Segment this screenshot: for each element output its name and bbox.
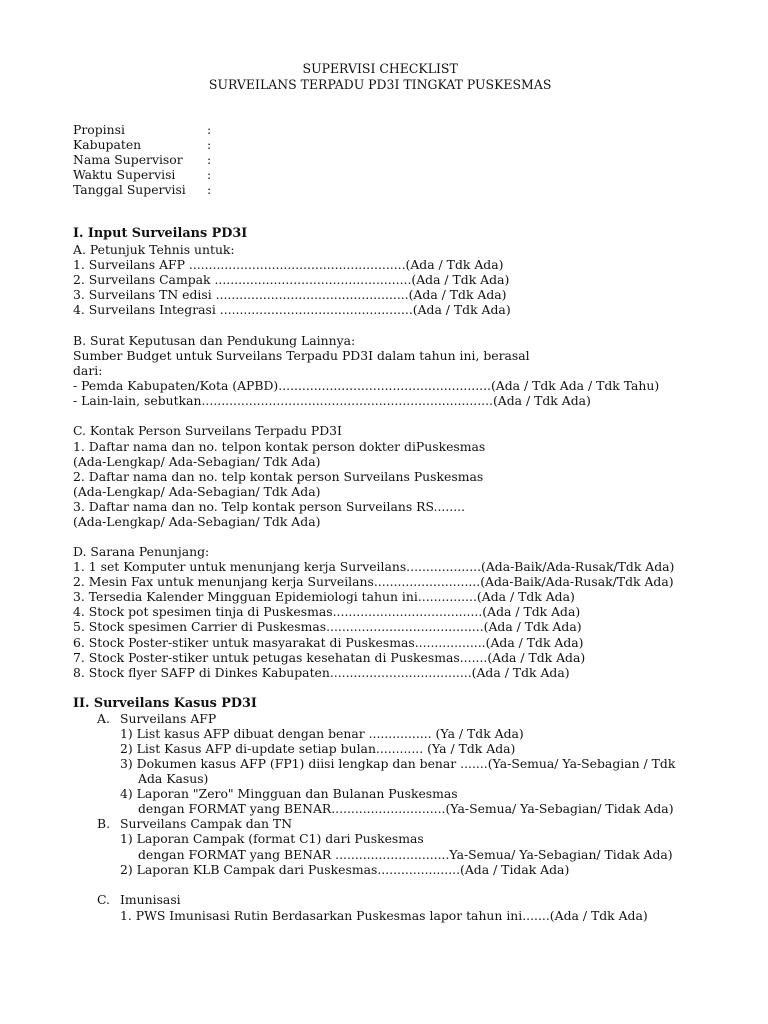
text-line: (Ada-Lengkap/ Ada-Sebagian/ Tdk Ada) bbox=[73, 514, 321, 529]
section-1c-heading: C. Kontak Person Surveilans Terpadu PD3I bbox=[73, 423, 342, 438]
section-1d-heading: D. Sarana Penunjang: bbox=[73, 544, 210, 559]
checklist-item: 2. Mesin Fax untuk menunjang kerja Surveilans...........................(Ada-Baik/Ada-Rusak/Tdk Ada) bbox=[73, 574, 674, 589]
field-kabupaten: Kabupaten bbox=[73, 137, 142, 152]
checklist-item: 4. Stock pot spesimen tinja di Puskesmas......................................(Ada / Tdk Ada) bbox=[73, 604, 581, 619]
checklist-item: 2. Surveilans Campak ..................................................(Ada / Tdk Ada) bbox=[73, 272, 510, 287]
section-2c-letter: C. bbox=[97, 892, 110, 907]
text-line: 1. Daftar nama dan no. telpon kontak person dokter diPuskesmas bbox=[73, 439, 486, 454]
text-line: 1) Laporan Campak (format C1) dari Puskesmas bbox=[120, 831, 424, 846]
field-propinsi: Propinsi bbox=[73, 122, 125, 137]
checklist-item: 1. PWS Imunisasi Rutin Berdasarkan Puskesmas lapor tahun ini.......(Ada / Tdk Ada) bbox=[120, 908, 648, 923]
checklist-item: 2) Laporan KLB Campak dari Puskesmas.....................(Ada / Tidak Ada) bbox=[120, 862, 570, 877]
text-line: dari: bbox=[73, 363, 103, 378]
checklist-item: 3. Surveilans TN edisi .................................................(Ada / Tdk Ada) bbox=[73, 287, 507, 302]
field-colon: : bbox=[207, 152, 212, 167]
checklist-item: 4. Surveilans Integrasi .................................................(Ada / Tdk Ada) bbox=[73, 302, 511, 317]
field-colon: : bbox=[207, 122, 212, 137]
field-tanggal-supervisi: Tanggal Supervisi bbox=[73, 182, 186, 197]
section-2c-heading: Imunisasi bbox=[120, 892, 181, 907]
text-line: (Ada-Lengkap/ Ada-Sebagian/ Tdk Ada) bbox=[73, 454, 321, 469]
checklist-item: - Lain-lain, sebutkan..........................................................................(Ada / Tdk Ada) bbox=[73, 393, 591, 408]
text-line: Ada Kasus) bbox=[138, 771, 209, 786]
checklist-item: 3) Dokumen kasus AFP (FP1) diisi lengkap dan benar .......(Ya-Semua/ Ya-Sebagian / Tdk bbox=[120, 756, 676, 771]
checklist-item: 5. Stock spesimen Carrier di Puskesmas........................................(Ada / Tdk Ada) bbox=[73, 619, 582, 634]
section-1-heading: I. Input Surveilans PD3I bbox=[73, 226, 248, 241]
section-2-heading: II. Surveilans Kasus PD3I bbox=[73, 696, 257, 711]
doc-subtitle: SURVEILANS TERPADU PD3I TINGKAT PUSKESMAS bbox=[208, 77, 552, 92]
section-2b-heading: Surveilans Campak dan TN bbox=[120, 816, 293, 831]
text-line: Sumber Budget untuk Surveilans Terpadu PD3I dalam tahun ini, berasal bbox=[73, 348, 530, 363]
checklist-item: dengan FORMAT yang BENAR.............................(Ya-Semua/ Ya-Sebagian/ Tidak Ada) bbox=[138, 801, 674, 816]
field-colon: : bbox=[207, 167, 212, 182]
field-nama-supervisor: Nama Supervisor bbox=[73, 152, 183, 167]
text-line: 2. Daftar nama dan no. telp kontak person Surveilans Puskesmas bbox=[73, 469, 484, 484]
section-2b-letter: B. bbox=[97, 816, 111, 831]
checklist-item: 8. Stock flyer SAFP di Dinkes Kabupaten....................................(Ada / Tdk Ada) bbox=[73, 665, 570, 680]
text-line: (Ada-Lengkap/ Ada-Sebagian/ Tdk Ada) bbox=[73, 484, 321, 499]
field-colon: : bbox=[207, 182, 212, 197]
checklist-item: 3. Tersedia Kalender Mingguan Epidemiologi tahun ini...............(Ada / Tdk Ada) bbox=[73, 589, 575, 604]
text-line: 3. Daftar nama dan no. Telp kontak person Surveilans RS........ bbox=[73, 499, 466, 514]
section-2a-heading: Surveilans AFP bbox=[120, 711, 217, 726]
field-colon: : bbox=[207, 137, 212, 152]
checklist-item: 1. 1 set Komputer untuk menunjang kerja Surveilans...................(Ada-Baik/Ada-Rusak/Tdk Ada) bbox=[73, 559, 675, 574]
section-1b-heading: B. Surat Keputusan dan Pendukung Lainnya: bbox=[73, 333, 356, 348]
checklist-item: 6. Stock Poster-stiker untuk masyarakat di Puskesmas..................(Ada / Tdk Ada) bbox=[73, 635, 584, 650]
field-waktu-supervisi: Waktu Supervisi bbox=[73, 167, 176, 182]
checklist-item: dengan FORMAT yang BENAR .............................Ya-Semua/ Ya-Sebagian/ Tidak Ada) bbox=[138, 847, 673, 862]
section-1a-heading: A. Petunjuk Tehnis untuk: bbox=[73, 242, 235, 257]
checklist-item: 1. Surveilans AFP .......................................................(Ada / Tdk Ada) bbox=[73, 257, 504, 272]
checklist-item: 7. Stock Poster-stiker untuk petugas kesehatan di Puskesmas.......(Ada / Tdk Ada) bbox=[73, 650, 586, 665]
section-2a-letter: A. bbox=[97, 711, 110, 726]
text-line: 4) Laporan "Zero" Mingguan dan Bulanan Puskesmas bbox=[120, 786, 458, 801]
checklist-item: - Pemda Kabupaten/Kota (APBD)......................................................(Ada / Tdk Ada / Tdk Tahu) bbox=[73, 378, 660, 393]
checklist-item: 1) List kasus AFP dibuat dengan benar ................ (Ya / Tdk Ada) bbox=[120, 726, 524, 741]
doc-title: SUPERVISI CHECKLIST bbox=[302, 61, 458, 76]
checklist-item: 2) List Kasus AFP di-update setiap bulan............ (Ya / Tdk Ada) bbox=[120, 741, 516, 756]
